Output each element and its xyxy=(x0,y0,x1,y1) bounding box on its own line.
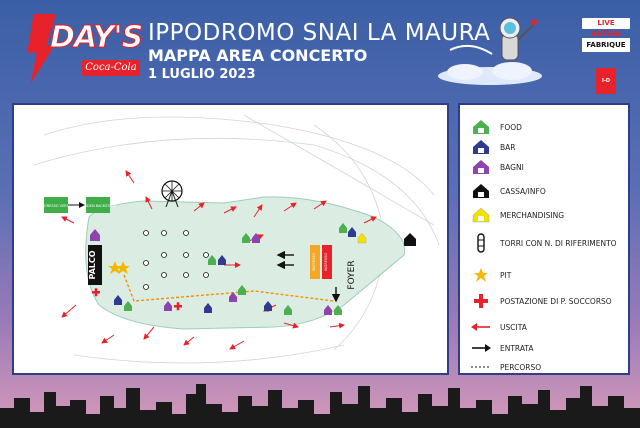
bar-house-icon xyxy=(470,137,492,157)
legend-label-cassa: CASSA/INFO xyxy=(500,186,546,196)
event-date: 1 LUGLIO 2023 xyxy=(148,67,256,82)
map-subtitle: MAPPA AREA CONCERTO xyxy=(148,46,368,65)
legend-item-entry xyxy=(470,338,534,358)
legend-label-torri: TORRI CON N. DI RIFERIMENTO xyxy=(500,238,617,248)
exit-arrow-icon xyxy=(470,317,492,337)
city-skyline-decoration xyxy=(0,378,640,428)
legend-label-merch: MERCHANDISING xyxy=(500,210,565,220)
gate-label-2: INGRESSO xyxy=(324,252,328,272)
star-icon xyxy=(470,265,492,285)
legend-item-first-aid xyxy=(470,291,612,311)
event-logo xyxy=(24,14,143,86)
legend-label-path: PERCORSO xyxy=(500,362,542,372)
fabrique-logo: FABRIQUE xyxy=(582,38,630,52)
legend-label-bar: BAR xyxy=(500,142,516,152)
legend-label-pit: PIT xyxy=(500,270,512,280)
map-legend xyxy=(458,103,630,375)
legend-item-merch xyxy=(470,205,564,225)
food-house-icon xyxy=(470,117,492,137)
stage-label: PALCO xyxy=(88,250,97,280)
astronaut-cloud-illustration xyxy=(430,10,548,88)
event-logo-text: DAY'S xyxy=(50,20,143,55)
first-aid-icon xyxy=(470,291,492,311)
live-nation-logo: LIVE NATION xyxy=(582,18,630,29)
foyer-label: FOYER xyxy=(347,260,357,290)
sponsor-logo: Coca-Cola xyxy=(82,60,140,76)
venue-map xyxy=(12,103,449,375)
legend-item-path xyxy=(470,357,541,377)
legend-item-exit xyxy=(470,317,527,337)
legend-item-cassa xyxy=(470,181,546,201)
path-dotted-icon xyxy=(470,357,492,377)
legend-label-exit: USCITA xyxy=(500,322,527,332)
venue-title: IPPODROMO SNAI LA MAURA xyxy=(148,20,491,46)
legend-item-bar xyxy=(470,137,516,157)
legend-label-entry: ENTRATA xyxy=(500,343,534,353)
legend-label-bagni: BAGNI xyxy=(500,162,524,172)
merch-house-icon xyxy=(470,205,492,225)
cash-info-house-icon xyxy=(470,181,492,201)
entry-arrow-icon xyxy=(470,338,492,358)
legend-label-food: FOOD xyxy=(500,122,522,132)
gate-label-1: INGRESSO xyxy=(312,252,316,272)
toilets-house-icon xyxy=(470,157,492,177)
garden-backstage-label: GARDEN BACKSTAGE xyxy=(79,204,117,208)
legend-item-bagni xyxy=(470,157,524,177)
legend-item-pit xyxy=(470,265,511,285)
red-partner-logo: I-D xyxy=(596,68,616,94)
tower-icon xyxy=(470,233,492,253)
legend-item-torri xyxy=(470,233,617,253)
green-entry-label: INGRESSO VERDE xyxy=(40,204,72,208)
legend-label-first-aid: POSTAZIONE DI P. SOCCORSO xyxy=(500,296,612,306)
legend-item-food xyxy=(470,117,522,137)
venue-map-drawing xyxy=(14,105,447,373)
